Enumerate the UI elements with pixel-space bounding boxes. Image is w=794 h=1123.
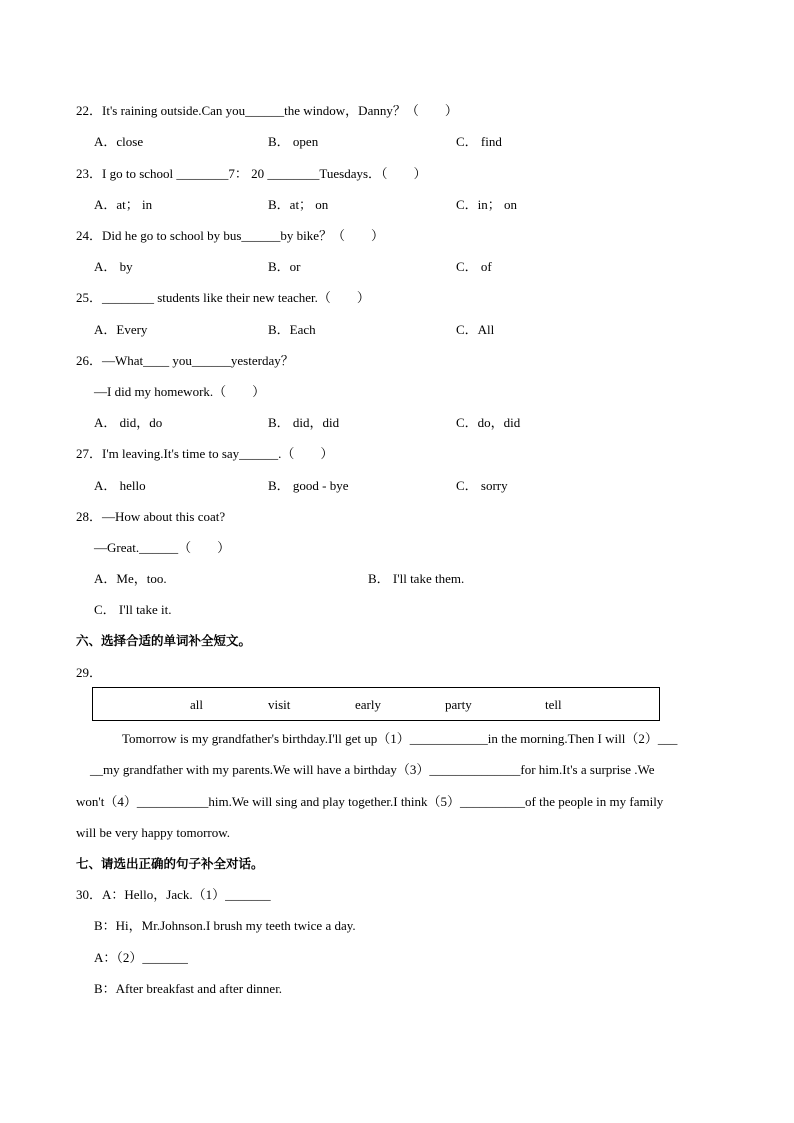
dialogue-line-2: B：Hi，Mr.Johnson.I brush my teeth twice a day.	[94, 918, 356, 933]
question-26-option-a: A． did，do	[94, 415, 163, 430]
question-24-stem: 24．Did he go to school by bus______by bike？（ ）	[76, 228, 385, 243]
question-25-option-c: C．All	[456, 322, 495, 337]
question-25-stem: 25．________ students like their new teacher.（ ）	[76, 290, 370, 305]
question-28-option-b: B． I'll take them.	[368, 571, 465, 586]
passage-line-2: __my grandfather with my parents.We will have a birthday（3）______________for him.It's a surprise .We	[90, 762, 655, 777]
dialogue-line-1: 30．A：Hello，Jack.（1）_______	[76, 887, 271, 902]
question-29-number: 29．	[76, 665, 103, 680]
word-bank-box	[92, 687, 660, 721]
question-23-option-a: A．at； in	[94, 197, 153, 212]
question-26-reply: —I did my homework.（ ）	[94, 384, 266, 399]
question-24-option-a: A． by	[94, 259, 133, 274]
question-28-option-c: C． I'll take it.	[94, 602, 172, 617]
question-26-option-b: B． did，did	[268, 415, 340, 430]
question-23-stem: 23．I go to school ________7： 20 ________Tuesdays．（ ）	[76, 166, 427, 181]
word-bank-item: visit	[268, 697, 291, 712]
question-27-option-a: A． hello	[94, 478, 146, 493]
dialogue-line-4: B：After breakfast and after dinner.	[94, 981, 283, 996]
section-6-heading: 六、选择合适的单词补全短文。	[76, 633, 252, 648]
question-23-option-b: B．at； on	[268, 197, 329, 212]
question-28-reply: —Great.______（ ）	[94, 540, 231, 555]
passage-line-1: Tomorrow is my grandfather's birthday.I'll get up（1）____________in the morning.Then I will（2）___	[122, 731, 678, 746]
question-25-option-a: A．Every	[94, 322, 148, 337]
question-22-option-b: B． open	[268, 134, 319, 149]
question-27-stem: 27．I'm leaving.It's time to say______.（ ）	[76, 446, 334, 461]
question-23-option-c: C．in； on	[456, 197, 518, 212]
word-bank-item: early	[355, 697, 381, 712]
question-22-option-c: C． find	[456, 134, 502, 149]
question-26-option-c: C．do，did	[456, 415, 521, 430]
question-25-option-b: B．Each	[268, 322, 316, 337]
question-26-stem: 26．—What____ you______yesterday？	[76, 353, 294, 368]
passage-line-3: won't（4）___________him.We will sing and play together.I think（5）__________of the people in my family	[76, 794, 664, 809]
passage-line-4: will be very happy tomorrow.	[76, 825, 231, 840]
question-24-option-c: C． of	[456, 259, 492, 274]
word-bank-item: all	[190, 697, 203, 712]
dialogue-line-3: A：（2）_______	[94, 950, 188, 965]
question-22-stem: 22．It's raining outside.Can you______the window，Danny？（ ）	[76, 103, 458, 118]
word-bank-item: party	[445, 697, 472, 712]
question-28-stem: 28．—How about this coat?	[76, 509, 226, 524]
question-22-option-a: A．close	[94, 134, 144, 149]
word-bank-item: tell	[545, 697, 562, 712]
section-7-heading: 七、请选出正确的句子补全对话。	[76, 856, 264, 871]
question-24-option-b: B．or	[268, 259, 301, 274]
question-28-option-a: A．Me，too.	[94, 571, 167, 586]
question-27-option-b: B． good - bye	[268, 478, 349, 493]
question-27-option-c: C． sorry	[456, 478, 508, 493]
